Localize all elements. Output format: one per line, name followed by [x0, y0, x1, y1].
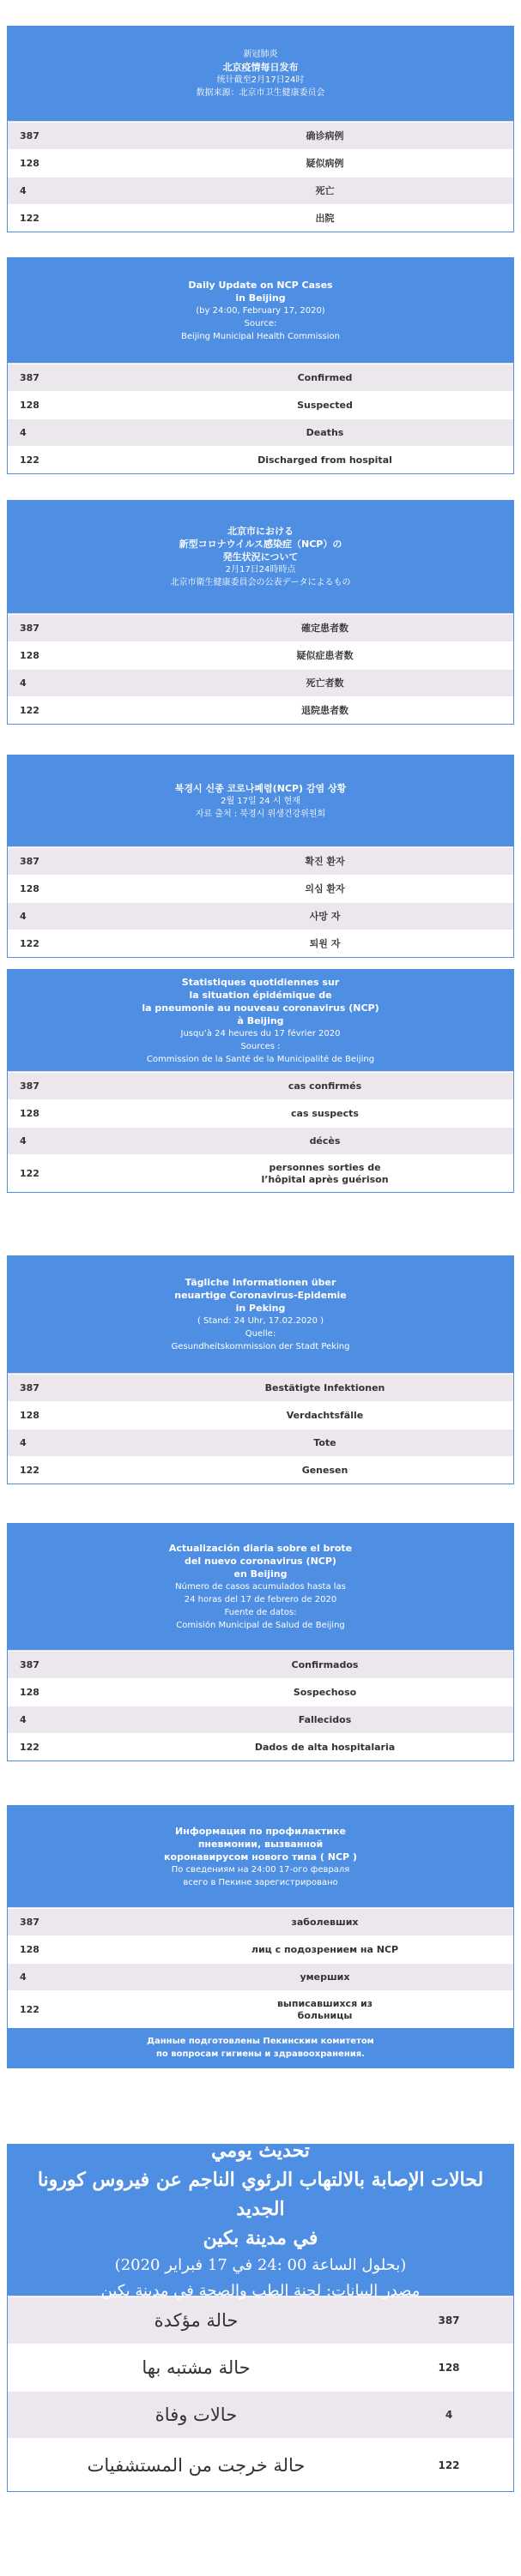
case-count: 128 — [20, 1944, 39, 1955]
table-row — [8, 364, 513, 391]
header-info-line: Quelle: — [245, 1329, 276, 1339]
stats-table — [8, 121, 513, 232]
table-row — [8, 1127, 513, 1154]
header-title-line: Actualización diaria sobre el brote — [168, 1543, 353, 1554]
header-info-line: 统计截至2月17日24时 — [216, 75, 305, 85]
case-count: 387 — [20, 130, 39, 141]
table-row — [8, 2438, 513, 2491]
report-card-ko — [7, 755, 514, 958]
header-title-line: Statistiques quotidiennes sur — [181, 976, 340, 988]
table-row — [8, 177, 513, 204]
header-info-line: 24 horas del 17 de febrero de 2020 — [184, 1595, 337, 1604]
header-info-line: 2월 17일 24 시 현재 — [221, 796, 300, 806]
report-card-ja — [7, 500, 514, 725]
table-row — [8, 1706, 513, 1733]
table-row — [8, 1374, 513, 1401]
stats-table — [8, 363, 513, 473]
case-category-label: 出院 — [315, 212, 335, 224]
header-title-line: in Beijing — [235, 292, 286, 304]
header-info-line: ( Stand: 24 Uhr, 17.02.2020 ) — [197, 1316, 324, 1326]
header-info-line: Fuente de datos: — [224, 1608, 297, 1617]
header-info-line: مصدر البيانات: لجنة الطب والصحة في مدينة بكين — [100, 2282, 421, 2300]
header-info-line: Sources : — [240, 1041, 281, 1051]
header-title-line: 北京市における — [227, 526, 294, 537]
case-count: 128 — [20, 1687, 39, 1698]
case-count: 4 — [20, 1971, 27, 1983]
header-title-line: 発生状況について — [222, 551, 299, 563]
case-count: 128 — [20, 1108, 39, 1119]
case-count: 4 — [20, 1135, 27, 1147]
case-category-label: Genesen — [301, 1464, 348, 1476]
case-category-label: Verdachtsfälle — [286, 1409, 364, 1421]
table-row — [8, 1651, 513, 1678]
card-header — [8, 27, 513, 121]
case-count: 387 — [20, 1659, 39, 1670]
case-category-label: Sospechoso — [293, 1686, 357, 1698]
table-row — [8, 1963, 513, 1990]
table-row — [8, 847, 513, 875]
stats-table — [8, 1650, 513, 1760]
case-category-label: умерших — [300, 1971, 350, 1983]
case-count: 4 — [20, 185, 27, 196]
case-category-label: حالة خرجت من المستشفيات — [87, 2454, 306, 2476]
header-info-line: (بحلول الساعة 00 :24 في 17 فبراير 2020) — [114, 2256, 407, 2274]
case-count: 128 — [20, 650, 39, 661]
table-row — [8, 614, 513, 641]
case-count: 387 — [20, 372, 39, 383]
case-category-label: Fallecidos — [298, 1713, 352, 1725]
table-row — [8, 1154, 513, 1192]
case-count: 4 — [20, 1437, 27, 1448]
case-category-label: 확진 환자 — [305, 855, 345, 867]
case-count: 122 — [20, 454, 39, 466]
table-row — [8, 2391, 513, 2438]
stats-table — [8, 1907, 513, 2028]
case-count: 387 — [20, 623, 39, 634]
case-count: 128 — [438, 2362, 460, 2374]
case-count: 122 — [20, 1465, 39, 1476]
card-header — [8, 1256, 513, 1373]
header-title-line: la situation épidémique de — [189, 989, 332, 1001]
table-row — [8, 875, 513, 902]
case-category-label: حالة مشتبه بها — [142, 2357, 251, 2378]
table-row — [8, 641, 513, 669]
header-title-line: del nuevo coronavirus (NCP) — [185, 1556, 336, 1567]
header-info-line: 자료 출처 : 북경시 위생건강위원회 — [195, 809, 326, 819]
header-title-line: في مدينة بكين — [203, 2227, 318, 2249]
header-title-line: neuartige Coronavirus-Epidemie — [174, 1290, 347, 1301]
case-category-label: personnes sorties de l’hôpital après guérison — [261, 1161, 389, 1185]
header-info-line: Gesundheitskommission der Stadt Peking — [171, 1342, 350, 1351]
header-info-line: 北京市衛生健康委員会の公表データによるもの — [170, 578, 351, 587]
report-card-en — [7, 257, 514, 474]
case-category-label: décès — [309, 1135, 341, 1147]
header-info-line: 新冠肺炎 — [243, 50, 278, 59]
case-count: 4 — [20, 911, 27, 922]
stats-table — [8, 1071, 513, 1192]
table-row — [8, 1678, 513, 1706]
case-count: 387 — [438, 2314, 460, 2326]
stats-table — [8, 2296, 513, 2491]
table-row — [8, 149, 513, 177]
table-row — [8, 1935, 513, 1963]
case-category-label: Confirmed — [297, 371, 353, 383]
table-row — [8, 2344, 513, 2391]
data-source-note — [8, 2028, 513, 2067]
case-count: 4 — [20, 427, 27, 438]
card-header — [8, 1524, 513, 1650]
case-count: 4 — [445, 2409, 453, 2421]
case-count: 128 — [20, 400, 39, 411]
case-count: 387 — [20, 1080, 39, 1092]
header-title-line: لحالات الإصابة بالالتهاب الرئوي الناجم عن فيروس كورونا الجديد — [37, 2169, 484, 2220]
stats-table — [8, 846, 513, 957]
table-row — [8, 1990, 513, 2028]
case-count: 387 — [20, 1917, 39, 1928]
header-title-line: коронавирусом нового типа ( NCP ) — [164, 1851, 357, 1863]
header-info-line: 2月17日24時時点 — [225, 565, 296, 575]
case-category-label: Suspected — [297, 399, 353, 411]
case-category-label: cas suspects — [291, 1107, 359, 1119]
table-row — [8, 1072, 513, 1099]
header-title-line: 北京疫情每日发布 — [222, 62, 299, 73]
case-category-label: 死亡 — [315, 184, 335, 196]
case-count: 122 — [20, 1168, 39, 1179]
header-title-line: Tägliche Informationen über — [185, 1277, 336, 1288]
header-title-line: à Beijing — [237, 1014, 284, 1026]
header-info-line: Número de casos acumulados hasta las — [175, 1582, 346, 1592]
table-row — [8, 418, 513, 446]
card-header — [8, 501, 513, 613]
table-row — [8, 669, 513, 696]
table-row — [8, 1456, 513, 1484]
header-title-line: la pneumonie au nouveau coronavirus (NCP) — [142, 1002, 379, 1014]
table-row — [8, 391, 513, 418]
header-info-line: Commission de la Santé de la Municipalité de Beijing — [146, 1054, 375, 1064]
case-count: 122 — [438, 2459, 460, 2471]
table-row — [8, 446, 513, 473]
case-count: 4 — [20, 677, 27, 689]
case-count: 128 — [20, 1410, 39, 1421]
header-title-line: Daily Update on NCP Cases — [188, 279, 333, 291]
case-category-label: 퇴원 자 — [309, 937, 341, 949]
table-row — [8, 122, 513, 149]
case-category-label: حالات وفاة — [154, 2404, 238, 2425]
case-category-label: лиц с подозрением на NCP — [251, 1943, 399, 1955]
stats-table — [8, 1373, 513, 1484]
table-row — [8, 902, 513, 930]
header-info-line: (by 24:00, February 17, 2020) — [196, 305, 325, 316]
table-row — [8, 1401, 513, 1429]
case-count: 122 — [20, 938, 39, 949]
stats-table — [8, 613, 513, 724]
case-category-label: حالة مؤكدة — [154, 2310, 239, 2331]
case-category-label: Tote — [313, 1436, 336, 1448]
table-row — [8, 930, 513, 957]
table-row — [8, 1099, 513, 1127]
case-count: 128 — [20, 883, 39, 894]
case-category-label: Bestätigte Infektionen — [264, 1381, 385, 1393]
case-category-label: выписавшихся из больницы — [276, 1997, 373, 2021]
case-count: 122 — [20, 213, 39, 224]
header-title-line: пневмонии, вызванной — [197, 1838, 324, 1850]
case-count: 122 — [20, 705, 39, 716]
data-source-line: Данные подготовлены Пекинским комитетом — [147, 2037, 374, 2046]
header-title-line: Информация по профилактике — [175, 1825, 346, 1837]
case-category-label: Confirmados — [291, 1658, 359, 1670]
case-category-label: cas confirmés — [288, 1080, 362, 1092]
header-info-line: Comisión Municipal de Salud de Beijing — [176, 1621, 345, 1630]
header-title-line: en Beijing — [233, 1568, 288, 1580]
table-row — [8, 1908, 513, 1935]
case-category-label: 疑似症患者数 — [296, 649, 354, 661]
report-card-fr — [7, 969, 514, 1193]
card-header — [8, 1806, 513, 1907]
card-header — [8, 258, 513, 363]
header-title-line: in Peking — [235, 1303, 286, 1314]
header-title-line: 新型コロナウイルス感染症（NCP）の — [179, 539, 342, 550]
case-category-label: Deaths — [306, 426, 344, 438]
case-count: 122 — [20, 1742, 39, 1753]
header-title-line: 북경시 신종 코로나폐렴(NCP) 감염 상황 — [174, 782, 347, 794]
case-count: 4 — [20, 1714, 27, 1725]
case-count: 128 — [20, 158, 39, 169]
table-row — [8, 204, 513, 232]
case-count: 387 — [20, 1382, 39, 1393]
case-category-label: 疑似病例 — [306, 157, 344, 169]
case-category-label: Dados de alta hospitalaria — [254, 1741, 396, 1753]
case-category-label: 사망 자 — [309, 910, 341, 922]
report-card-ru — [7, 1805, 514, 2068]
card-header — [8, 970, 513, 1071]
report-card-de — [7, 1255, 514, 1484]
header-info-line: 数据来源：北京市卫生健康委员会 — [196, 88, 325, 98]
header-info-line: Beijing Municipal Health Commission — [180, 331, 341, 341]
card-header — [8, 755, 513, 846]
card-header — [8, 2140, 513, 2300]
header-title-line: تحديث يومي — [211, 2140, 310, 2162]
case-category-label: 确诊病例 — [306, 129, 344, 141]
case-count: 122 — [20, 2004, 39, 2015]
report-card-zh — [7, 26, 514, 232]
case-category-label: 確定患者数 — [301, 622, 348, 634]
header-info-line: Source: — [244, 318, 277, 328]
header-info-line: Jusqu’à 24 heures du 17 février 2020 — [180, 1028, 341, 1038]
report-card-ar — [7, 2140, 514, 2492]
case-category-label: 의심 환자 — [305, 882, 345, 894]
header-info-line: всего в Пекине зарегистрировано — [183, 1877, 338, 1887]
header-info-line: По сведениям на 24:00 17-ого февраля — [171, 1864, 350, 1875]
table-row — [8, 696, 513, 724]
table-row — [8, 1429, 513, 1456]
case-count: 387 — [20, 856, 39, 867]
case-category-label: 死亡者数 — [306, 677, 344, 689]
table-row — [8, 1733, 513, 1760]
case-category-label: 退院患者数 — [301, 704, 348, 716]
case-category-label: заболевших — [291, 1916, 359, 1928]
report-card-es — [7, 1523, 514, 1761]
data-source-line: по вопросам гигиены и здравоохранения. — [156, 2049, 365, 2059]
case-category-label: Discharged from hospital — [257, 454, 392, 466]
